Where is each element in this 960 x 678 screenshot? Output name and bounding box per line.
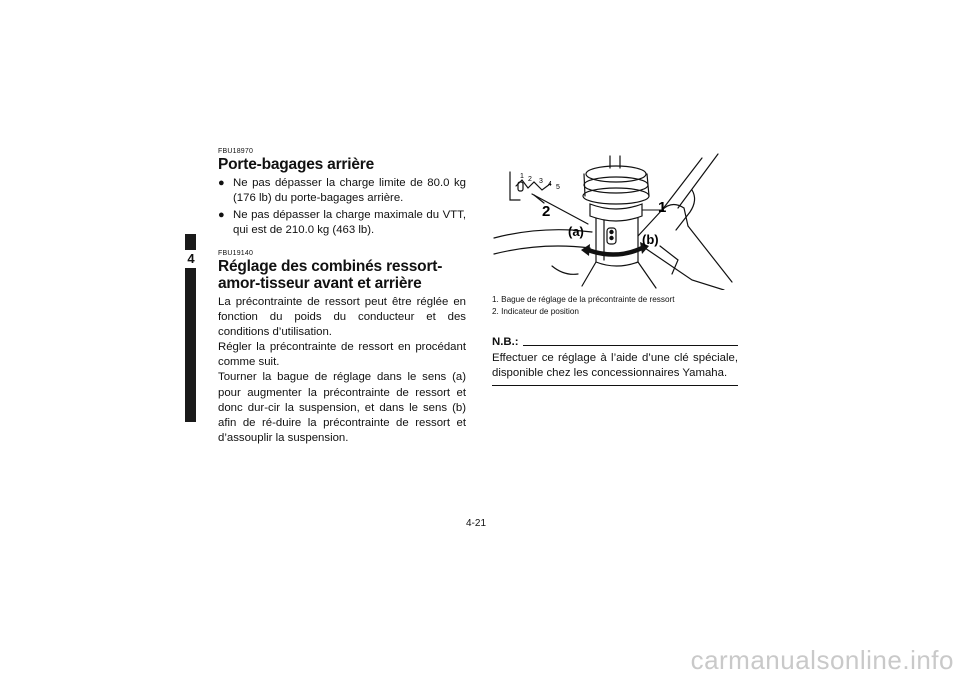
left-column [218,148,466,446]
note-bottom-rule [492,385,738,386]
note-label: N.B.: [492,336,519,348]
note-text: Effectuer ce réglage à l’aide d’une clé spéciale, disponible chez les concessionnaires Yamaha. [492,352,738,380]
section2-paragraph: Tourner la bague de réglage dans le sens (a) pour augmenter la précontrainte de ressort et donc dur-cir la suspension, et dans le sens (b) afin de ré-duire la précontrainte de ressort et d’assouplir la suspension. [218,371,466,444]
scale-label: 5 [556,184,560,191]
caption-1: 1. Bague de réglage de la précontrainte de ressort [492,295,675,304]
bullet-icon: ● [218,177,225,189]
caption-2: 2. Indicateur de position [492,307,579,316]
label-2: 2 [542,203,551,220]
section2-paragraph: Régler la précontrainte de ressort en procédant comme suit. [218,341,466,369]
bullet-text: Ne pas dépasser la charge limite de 80.0 kg (176 lb) du porte-bagages arrière. [233,177,466,204]
section1-title: Porte-bagages arrière [218,156,375,173]
scale-label: 4 [548,181,552,188]
bullet-item [218,176,466,206]
label-1: 1 [658,199,667,216]
shock-absorber-illustration [492,150,738,290]
section2-paragraph: La précontrainte de ressort peut être réglée en fonction du poids du conducteur et des conditions d’utilisation. [218,296,466,339]
scale-label: 1 [520,173,524,180]
bullet-item [218,208,466,238]
scale-label: 3 [539,178,543,185]
label-a: (a) [568,224,584,239]
note-header [492,336,738,349]
note-rule [523,345,738,346]
bullet-icon: ● [218,209,225,221]
scale-label: 2 [528,176,532,183]
section2-code: FBU19140 [218,250,254,257]
watermark: carmanualsonline.info [690,645,954,675]
section1-bullets [218,176,466,238]
label-b: (b) [642,232,659,247]
section2 [218,250,466,446]
page-number: 4-21 [466,518,487,529]
section2-title: Réglage des combinés ressort-amor-tisseur avant et arrière [218,258,443,292]
bullet-text: Ne pas dépasser la charge maximale du VTT, qui est de 210.0 kg (463 lb). [233,209,466,236]
section1-code: FBU18970 [218,148,254,155]
figure-captions [492,294,742,318]
chapter-tab-number: 4 [181,250,201,268]
note-box [492,336,738,386]
